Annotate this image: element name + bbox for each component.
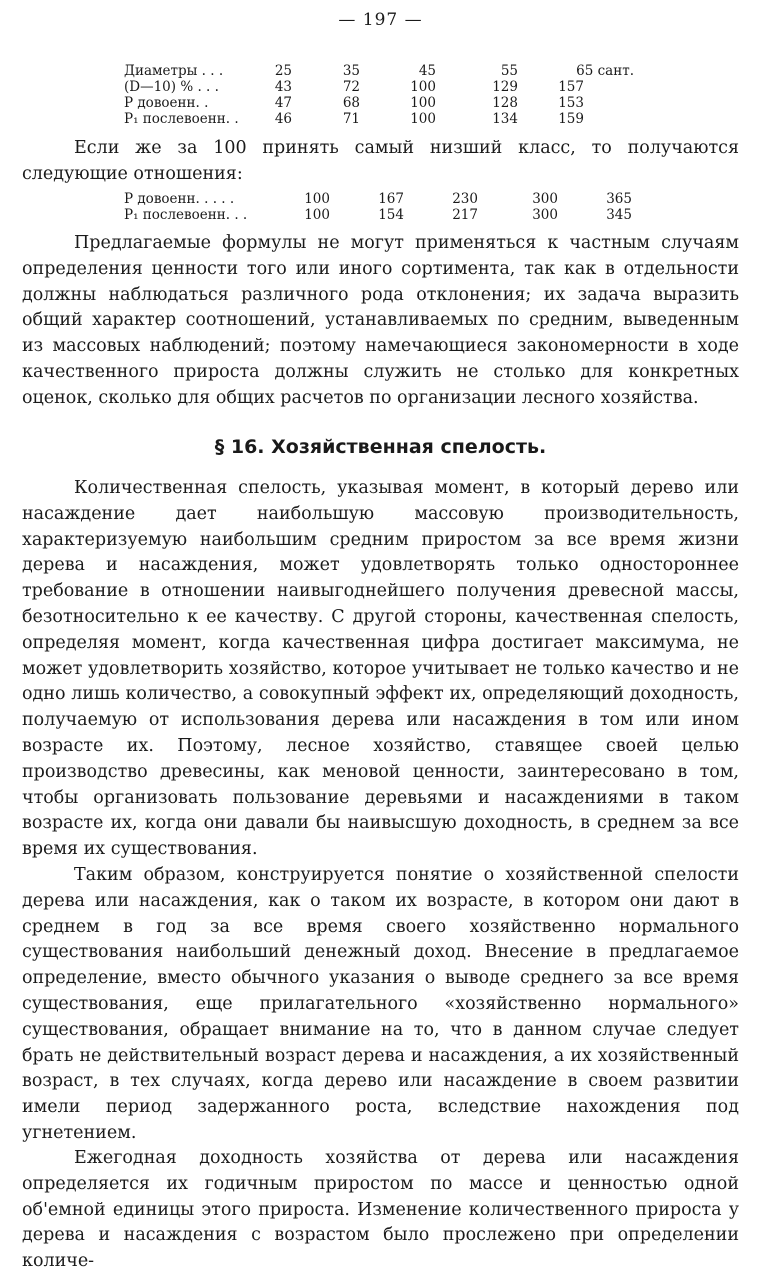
row-label: P₁ послевоенн. . . xyxy=(124,207,248,223)
table-cell: 134 xyxy=(492,111,518,127)
table-row xyxy=(124,79,634,95)
table-cell: 100 xyxy=(304,207,330,223)
table-cell: 100 xyxy=(410,111,436,127)
table-cell: 100 xyxy=(304,191,330,207)
row-label: P довоенн. . xyxy=(124,95,209,111)
row-label: P₁ послевоенн. . xyxy=(124,111,239,127)
table-row xyxy=(124,111,634,127)
table-cell: 159 xyxy=(558,111,584,127)
table-cell: 65 сант. xyxy=(576,63,634,79)
table-cell: 47 xyxy=(274,95,292,111)
table-cell: 46 xyxy=(274,111,292,127)
paragraph: Предлагаемые формулы не могут применяться к частным случаям определения ценности того или иного сортимента, так как в отдельности должны наблюдаться различного рода отклонения; их задача выразить общий характер соотношений, устанавливаемых по средним, выведенным из массовых наблюдений; поэтому намечающиеся закономерности в ходе качественного прироста должны служить не столько для конкретных оценок, сколько для общих расчетов по организации лесного хозяйства. xyxy=(22,233,739,408)
table-cell: 217 xyxy=(452,207,478,223)
table-row xyxy=(124,95,634,111)
table-cell: 129 xyxy=(492,79,518,95)
table-cell: 154 xyxy=(378,207,404,223)
table-cell: 68 xyxy=(342,95,360,111)
row-label: Диаметры . . . xyxy=(124,63,224,79)
section-heading: § 16. Хозяйственная спелость. xyxy=(214,436,547,458)
paragraph: Таким образом, конструируется понятие о хозяйственной спелости дерева или насаждения, как о таком их возрасте, в котором они дают в среднем в год за все время своего хозяйственно нормального существования наибольший денежный доход. Внесение в предлагаемое определение, вместо обычного указания о выводе среднего за все время существования, еще прилагательного «хозяйственно нормального» существования, обращает внимание на то, что в данном случае следует брать не действительный возраст дерева и насаждения, а их хозяйственный возраст, в тех случаях, когда дерево или насаждение в своем развитии имели период задержанного роста, вследствие нахождения под угнетением. xyxy=(22,865,739,1143)
table-cell: 100 xyxy=(410,79,436,95)
diameter-ratio-table xyxy=(124,63,634,127)
table-cell: 365 xyxy=(606,191,632,207)
table-cell: 345 xyxy=(606,207,632,223)
table-cell: 128 xyxy=(492,95,518,111)
table-cell: 25 xyxy=(274,63,292,79)
table-row xyxy=(124,207,632,223)
paragraph: Количественная спелость, указывая момент, в который дерево или насаждение дает наибольшую массовую производительность, характеризуемую наибольшим средним приростом за все время жизни дерева и насаждения, может удовлетворять только одностороннее требование в отношении наивыгоднейшего получения древесной массы, безотносительно к ее качеству. С другой стороны, качественная спелость, определяя момент, когда качественная цифра достигает максимума, не может удовлетворить хозяйство, которое учитывает не только качество и не одно лишь количество, а совокупный эффект их, определяющий доходность, получаемую от использования дерева или насаждения в том или ином возрасте их. Поэтому, лесное хозяйство, ставящее своей целью производство древесины, как меновой ценности, заинтересовано в том, чтобы организовать пользование деревьями и насаждениями в таком возрасте их, когда они давали бы наивысшую доходность, в среднем за все время их существования. xyxy=(22,478,739,860)
relative-ratio-table xyxy=(124,191,632,223)
table-cell: 300 xyxy=(532,207,558,223)
table-cell: 153 xyxy=(558,95,584,111)
table-cell: 72 xyxy=(342,79,360,95)
paragraph: Если же за 100 принять самый низший класс, то получаются следующие отношения: xyxy=(22,138,739,184)
table-cell: 55 xyxy=(500,63,518,79)
table-cell: 43 xyxy=(274,79,292,95)
table-cell: 35 xyxy=(342,63,360,79)
table-row xyxy=(124,63,634,79)
table-cell: 45 xyxy=(418,63,436,79)
row-label: P довоенн. . . . . xyxy=(124,191,235,207)
table-cell: 167 xyxy=(378,191,404,207)
table-row xyxy=(124,191,632,207)
table-cell: 71 xyxy=(342,111,360,127)
row-label: (D—10) % . . . xyxy=(124,79,219,95)
table-cell: 230 xyxy=(452,191,478,207)
page-number: — 197 — xyxy=(338,10,423,30)
table-cell: 100 xyxy=(410,95,436,111)
table-cell: 300 xyxy=(532,191,558,207)
paragraph: Ежегодная доходность хозяйства от дерева или насаждения определяется их годичным приростом по массе и ценностью одной об'емной единицы этого прироста. Изменение количественного прироста у дерева и насаждения с возрастом было прослежено при определении количе- xyxy=(22,1148,739,1272)
table-cell: 157 xyxy=(558,79,584,95)
